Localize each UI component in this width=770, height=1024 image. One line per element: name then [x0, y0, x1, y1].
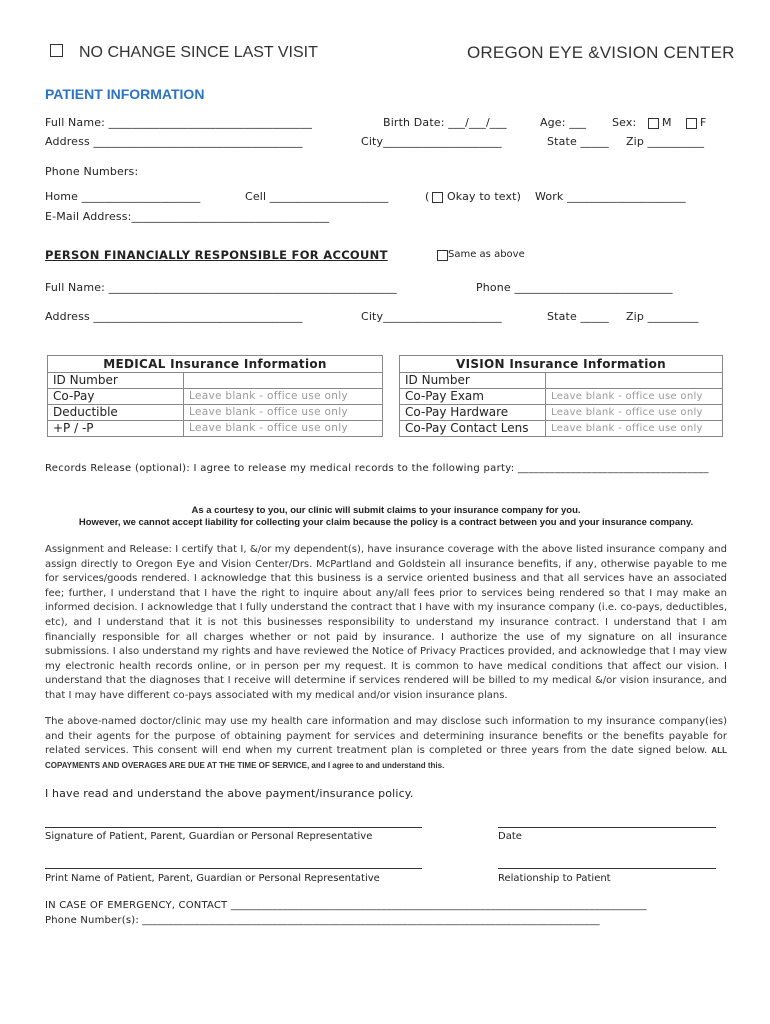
vision-insurance-table [399, 355, 723, 437]
work-phone-field[interactable]: Work _____________________ [535, 190, 686, 203]
sex-m-label: M [662, 116, 672, 129]
financial-full-name-field[interactable]: Full Name: ___________________________________________________ [45, 281, 397, 294]
financial-city-field[interactable]: City_____________________ [361, 310, 502, 323]
financial-state-field[interactable]: State _____ [547, 310, 609, 323]
email-field[interactable]: E-Mail Address:___________________________________ [45, 210, 330, 223]
medical-insurance-table [47, 355, 383, 437]
signature-label: Signature of Patient, Parent, Guardian or Personal Representative [45, 831, 373, 842]
okay-to-text-checkbox[interactable] [432, 192, 443, 203]
print-name-label: Print Name of Patient, Parent, Guardian or Personal Representative [45, 873, 380, 884]
vision-row-value[interactable]: Leave blank - office use only [546, 389, 723, 405]
financial-heading: PERSON FINANCIALLY RESPONSIBLE FOR ACCOUNT [45, 248, 388, 262]
medical-row-value[interactable] [184, 373, 383, 389]
medical-row-label: +P / -P [48, 421, 184, 437]
medical-row-label: Co-Pay [48, 389, 184, 405]
table-row [48, 389, 383, 405]
relationship-label: Relationship to Patient [498, 873, 611, 884]
vision-insurance-title: VISION Insurance Information [400, 356, 723, 373]
phone-numbers-label: Phone Numbers: [45, 165, 139, 178]
okay-to-text-open: ( [425, 190, 430, 203]
clinic-name: OREGON EYE &VISION CENTER [467, 43, 735, 62]
same-as-above-checkbox[interactable] [437, 250, 448, 261]
medical-row-label: Deductible [48, 405, 184, 421]
consent-paragraph [45, 715, 727, 773]
table-row [400, 373, 723, 389]
sex-label: Sex: [612, 116, 637, 129]
cell-phone-field[interactable]: Cell _____________________ [245, 190, 389, 203]
sex-m-checkbox[interactable] [648, 118, 659, 129]
patient-address-field[interactable]: Address _____________________________________ [45, 135, 303, 148]
no-change-label: NO CHANGE SINCE LAST VISIT [79, 44, 318, 61]
relationship-line[interactable] [498, 868, 716, 869]
date-line[interactable] [498, 827, 716, 828]
consent-text: The above-named doctor/clinic may use my health care information and may disclose such information to my insurance company(ies) and their agents for the purpose of obtaining payment for services and determining insurance benefits or the benefits payable for related services. This consent will end when my current treatment plan is completed or three years from the date signed below. [45, 716, 727, 757]
medical-row-label: ID Number [48, 373, 184, 389]
patient-full-name-field[interactable]: Full Name: ____________________________________ [45, 116, 313, 129]
vision-row-value[interactable]: Leave blank - office use only [546, 405, 723, 421]
table-row [400, 421, 723, 437]
okay-to-text-label: Okay to text) [447, 190, 522, 203]
sex-f-label: F [700, 116, 707, 129]
vision-row-label: Co-Pay Hardware [400, 405, 546, 421]
patient-state-field[interactable]: State _____ [547, 135, 609, 148]
table-row [400, 405, 723, 421]
no-change-checkbox[interactable] [50, 44, 63, 57]
table-row [48, 421, 383, 437]
vision-row-label: Co-Pay Exam [400, 389, 546, 405]
emergency-contact-field[interactable]: IN CASE OF EMERGENCY, CONTACT ________________________________________________________________________________ [45, 900, 647, 911]
signature-line[interactable] [45, 827, 422, 828]
date-label: Date [498, 831, 522, 842]
table-row [400, 389, 723, 405]
financial-zip-field[interactable]: Zip _________ [626, 310, 699, 323]
birth-date-field[interactable]: Birth Date: ___/___/___ [383, 116, 507, 129]
courtesy-note-line2: However, we cannot accept liability for collecting your claim because the policy is a contract between you and your insurance company. [78, 517, 694, 528]
financial-address-field[interactable]: Address _____________________________________ [45, 310, 303, 323]
vision-row-value[interactable] [546, 373, 723, 389]
vision-row-label: ID Number [400, 373, 546, 389]
courtesy-note-line1: As a courtesy to you, our clinic will submit claims to your insurance company for you. [191, 505, 581, 516]
medical-insurance-title: MEDICAL Insurance Information [48, 356, 383, 373]
records-release-field[interactable]: Records Release (optional): I agree to release my medical records to the following party: ____________________________________ [45, 463, 709, 474]
medical-row-value[interactable]: Leave blank - office use only [184, 405, 383, 421]
print-name-line[interactable] [45, 868, 422, 869]
medical-row-value[interactable]: Leave blank - office use only [184, 389, 383, 405]
patient-city-field[interactable]: City_____________________ [361, 135, 502, 148]
medical-row-value[interactable]: Leave blank - office use only [184, 421, 383, 437]
financial-phone-field[interactable]: Phone ____________________________ [476, 281, 673, 294]
table-row [48, 405, 383, 421]
same-as-above-label: Same as above [448, 249, 525, 260]
policy-acknowledgement: I have read and understand the above payment/insurance policy. [45, 787, 414, 800]
assignment-release-text: Assignment and Release: I certify that I, &/or my dependent(s), have insurance coverage with the above listed insurance company and assign directly to Oregon Eye and Vision Center/Drs. McPartland and Goldstein all insurance benefits, if any, otherwise payable to me for services/goods rendered. I acknowledge that this business is a service oriented business and that all services have an associated fee; further, I understand that I have the right to inquire about any/all fees prior to services being rendered so that I may make an informed decision. I acknowledge that I fully understand the contract that I have with my insurance company (i.e. co-pays, deductibles, etc), and I understand that it is not this businesses responsibility to understand my insurance contract. I understand that I am financially responsible for all charges whether or not paid by insurance. I authorize the use of my signature on all insurance submissions. I also understand my rights and have reviewed the Notice of Privacy Practices provided, and acknowledge that I may view my electronic health records online, or in person per my request. It is common to have medical conditions that affect our vision. I understand that the diagnoses that I receive will determine if services rendered will be billed to my medical &/or vision insurance, and that I may have different co-pays associated with my medical and/or vision insurance plans. [45, 544, 727, 701]
table-row [48, 373, 383, 389]
sex-f-checkbox[interactable] [686, 118, 697, 129]
patient-info-heading: PATIENT INFORMATION [45, 86, 205, 102]
emergency-phone-field[interactable]: Phone Number(s): ________________________________________________________________________________________ [45, 915, 600, 926]
home-phone-field[interactable]: Home _____________________ [45, 190, 201, 203]
vision-row-value[interactable]: Leave blank - office use only [546, 421, 723, 437]
vision-row-label: Co-Pay Contact Lens [400, 421, 546, 437]
age-field[interactable]: Age: ___ [540, 116, 587, 129]
courtesy-note [45, 505, 727, 529]
copay-notice: ALL COPAYMENTS AND OVERAGES ARE DUE AT THE TIME OF SERVICE, and I agree to and understand this. [45, 746, 727, 770]
patient-zip-field[interactable]: Zip __________ [626, 135, 705, 148]
